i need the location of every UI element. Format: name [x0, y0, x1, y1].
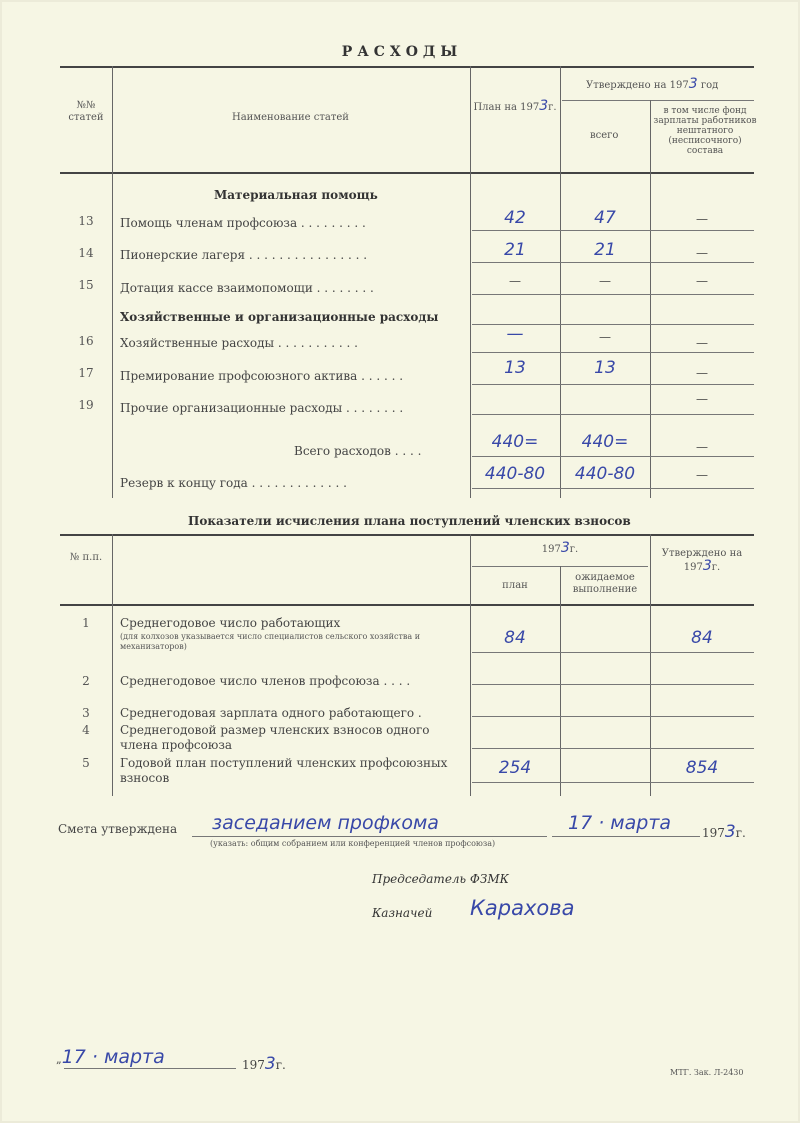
dues-row-3-line [472, 716, 754, 717]
reserve-label: Резерв к концу года . . . . . . . . . . . . . [120, 476, 347, 490]
dues-row-5-plan: 254 [498, 758, 532, 778]
dues-col-divider-2 [470, 534, 471, 796]
approval-underline-2 [552, 836, 700, 837]
row-16-total: — [599, 330, 611, 344]
row-15-num: 15 [78, 278, 94, 292]
row-17-fund: — [696, 366, 708, 380]
dues-row-4-num: 4 [82, 723, 90, 737]
dues-row-5-name: Годовой план поступлений членских профсоюзных взносов [120, 756, 448, 785]
dues-row-5-approved: 854 [685, 758, 719, 778]
header-approved: Утверждено на 1973 год [586, 76, 719, 92]
header-plan: План на 1973г. [473, 98, 557, 114]
row-15-plan: — [509, 274, 521, 288]
approval-hand-text: заседанием профкома [212, 812, 439, 834]
header-including: в том числе фонд зарплаты работников нештатного (несписочного) состава [653, 106, 757, 156]
total-line [472, 456, 754, 457]
header-num: №№ статей [68, 100, 104, 123]
reserve-fund: — [696, 468, 708, 482]
row-16-plan: — [506, 324, 524, 344]
header-name: Наименование статей [232, 112, 349, 123]
total-expenses-plan: 440= [491, 432, 539, 452]
page-title: РАСХОДЫ [341, 44, 463, 60]
dues-row-3-name: Среднегодовая зарплата одного работающего . [120, 706, 422, 720]
treasurer-signature: Карахова [470, 896, 575, 920]
dues-row-4-line [472, 748, 754, 749]
total-expenses-label: Всего расходов . . . . [294, 444, 422, 458]
row-13-name: Помощь членам профсоюза . . . . . . . . . [120, 216, 366, 230]
treasurer-label: Казначей [372, 906, 433, 920]
dues-row-4-name: Среднегодовой размер членских взносов одного члена профсоюза [120, 723, 430, 752]
dues-row-1-plan: 84 [504, 628, 526, 648]
row-15-fund: — [696, 274, 708, 288]
row-17-name: Премирование профсоюзного актива . . . . . . [120, 369, 404, 383]
col-divider-3 [560, 66, 561, 498]
row-17-line [472, 384, 754, 385]
dues-row-1-num: 1 [82, 616, 90, 630]
dues-row-1-approved: 84 [691, 628, 713, 648]
approved-header-divider [562, 100, 754, 101]
approval-label: Смета утверждена [58, 822, 178, 836]
row-14-total: 21 [594, 240, 616, 260]
expenses-top-border [60, 66, 754, 68]
row-17-num: 17 [78, 366, 94, 380]
row-15-line [472, 294, 754, 295]
approval-hand-date: 17 · марта [568, 812, 672, 834]
row-19-fund: — [696, 392, 708, 406]
chairman-label: Председатель ФЗМК [372, 872, 509, 886]
row-16-line [472, 352, 754, 353]
row-13-num: 13 [78, 214, 94, 228]
row-19-num: 19 [78, 398, 94, 412]
dues-header-expected: ожидаемое выполнение [572, 572, 638, 595]
dues-col-divider-1 [112, 534, 113, 796]
section-admin-expenses: Хозяйственные и организационные расходы [120, 310, 439, 324]
dues-header-num: № п.п. [69, 552, 103, 563]
total-expenses-fund: — [696, 440, 708, 454]
row-16-name: Хозяйственные расходы . . . . . . . . . . . [120, 336, 358, 350]
row-14-plan: 21 [504, 240, 526, 260]
dues-row-1-name: Среднегодовое число работающих [120, 616, 341, 630]
dues-row-2-name: Среднегодовое число членов профсоюза . . . . [120, 674, 411, 688]
dues-row-2-line [472, 684, 754, 685]
row-13-total: 47 [594, 208, 616, 228]
col-divider-1 [112, 66, 113, 498]
reserve-line [472, 488, 754, 489]
row-17-total: 13 [594, 358, 616, 378]
form-sheet [2, 2, 798, 1121]
row-16-fund: — [696, 336, 708, 350]
footer-underline [64, 1068, 236, 1069]
row-13-line [472, 230, 754, 231]
row-15-name: Дотация кассе взаимопомощи . . . . . . . . [120, 281, 374, 295]
row-14-num: 14 [78, 246, 94, 260]
row-13-plan: 42 [504, 208, 526, 228]
dues-col-divider-3 [560, 566, 561, 796]
dues-header-approved: Утверждено на 1973г. [661, 548, 743, 574]
approval-sub-note: (указать: общим собранием или конференцией членов профсоюза) [210, 839, 496, 848]
row-17-plan: 13 [504, 358, 526, 378]
row-19-name: Прочие организационные расходы . . . . . . . . [120, 401, 404, 415]
row-14-name: Пионерские лагеря . . . . . . . . . . . . . . . . [120, 248, 368, 262]
dues-header-plan: план [502, 580, 528, 591]
row-13-fund: — [696, 212, 708, 226]
dues-header-year: 1973г. [541, 540, 579, 556]
reserve-total: 440-80 [574, 464, 636, 484]
row-14-line [472, 262, 754, 263]
footer-date: „17 · марта [56, 1046, 165, 1068]
header-total: всего [590, 130, 619, 141]
row-14-fund: — [696, 246, 708, 260]
dues-row-1-line [472, 652, 754, 653]
approval-underline-1 [192, 836, 547, 837]
row-19-line [472, 414, 754, 415]
row-16-num: 16 [78, 334, 94, 348]
dues-row-5-line [472, 782, 754, 783]
col-divider-2 [470, 66, 471, 498]
reserve-plan: 440-80 [484, 464, 546, 484]
print-code: МТГ. Зак. Л-2430 [670, 1068, 744, 1077]
dues-row-2-num: 2 [82, 674, 90, 688]
total-expenses-total: 440= [581, 432, 629, 452]
footer-year: 1973г. [242, 1054, 286, 1074]
dues-row-1-note: (для колхозов указывается число специалистов сельского хозяйства и механизаторов) [120, 632, 421, 651]
dues-row-5-num: 5 [82, 756, 90, 770]
dues-row-3-num: 3 [82, 706, 90, 720]
dues-col-divider-4 [650, 534, 651, 796]
col-divider-4 [650, 100, 651, 498]
approval-year: 1973г. [702, 822, 746, 842]
dues-title: Показатели исчисления плана поступлений членских взносов [188, 514, 631, 528]
section-material-help: Материальная помощь [214, 188, 378, 202]
row-15-total: — [599, 274, 611, 288]
